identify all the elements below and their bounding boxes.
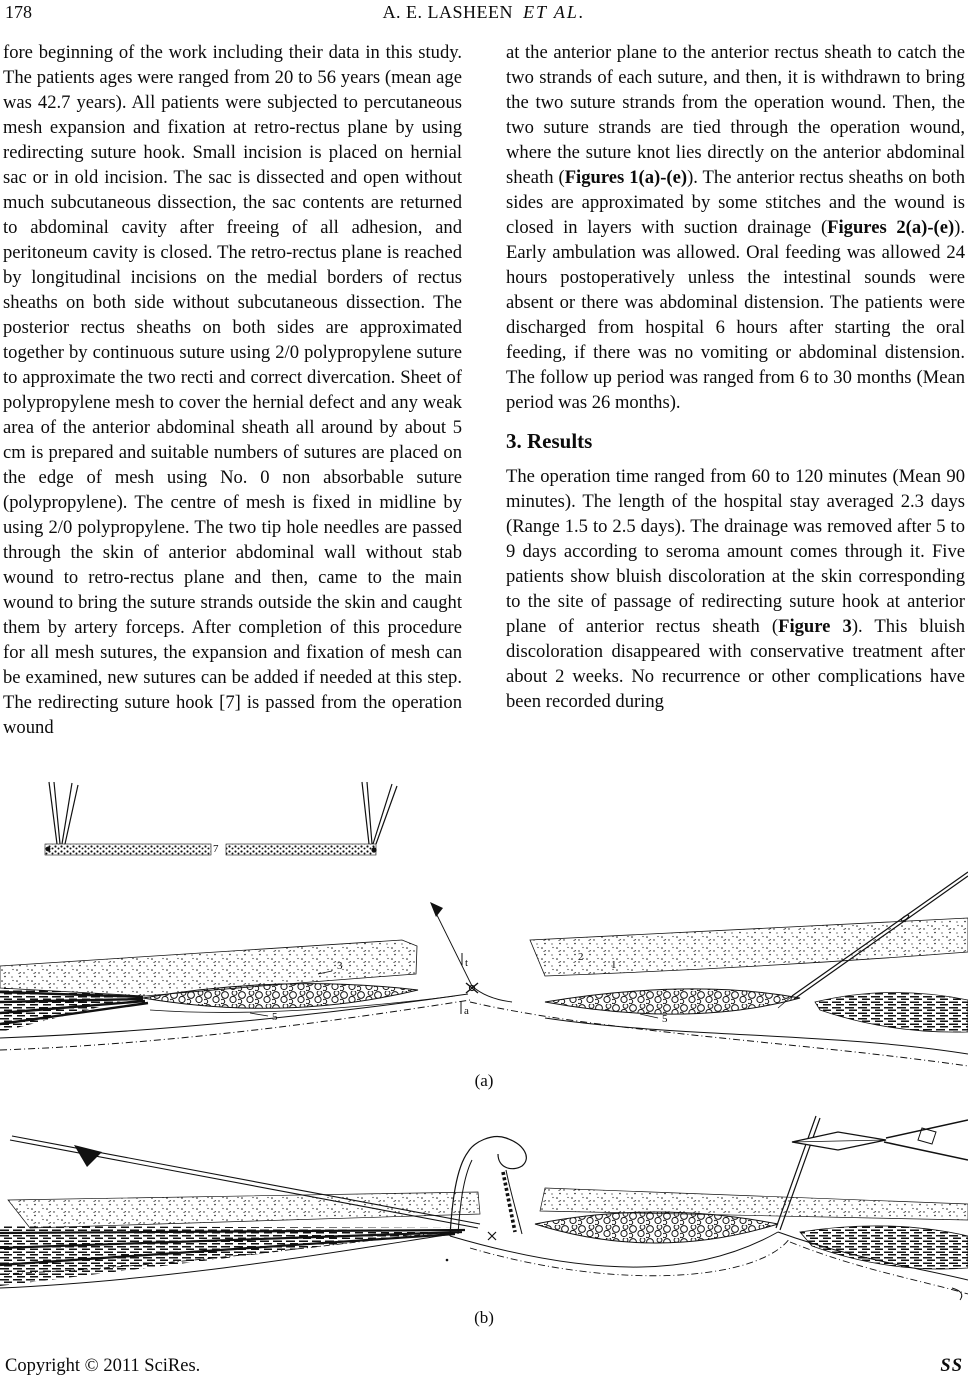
running-etal: ET AL. [523,2,586,22]
figure-b-label: (b) [474,1308,494,1327]
methods-paragraph: fore beginning of the work including their data in this study. The patients ages were ranged from 20 to 56 years (mean age was 42.7 years). All patients were subjected to percutaneous mesh expansion and fixation at retro-rectus plane by using redirecting suture hook. Small incision is placed on hernial sac or in old incision. The sac is dissected and open without much subcutaneous dissection, the sac contents are returned to abdominal cavity after freeing of all adhesion, and peritoneum cavity is closed. The retro-rectus plane is reached by longitudinal incisions on the medial borders of rectus sheaths on both side without subcutaneous dissection. The posterior rectus sheaths on both sides are approximated together by continuous suture using 2/0 polypropylene suture to approximate the two recti and correct divercation. Sheet of polypropylene mesh to cover the hernial defect and any weak area of the anterior abdominal sheath all around by about 5 cm is prepared and suitable numbers of sutures are placed on the edge of mesh using No. 0 non absorbable suture (polypropylene). The centre of mesh is fixed in midline by using 2/0 polypropylene. The two tip hole needles are passed through the skin of anterior abdominal wall without stab wound to retro-rectus plane and then, came to the main wound to bring the suture strands outside the skin and caught them by artery forceps. After completion of this procedure for all mesh sutures, the expansion and fixation of mesh can be examined, new sutures can be added if needed at this step. The redirecting suture hook [7] is passed from the operation wound [3,42,462,738]
suture-strands-right [362,782,397,844]
figure-annotation: a [464,1005,469,1017]
arrowhead [74,1145,102,1167]
left-column [3,40,462,766]
figure-annotation: 3 [337,960,343,972]
figure-a-illustration [0,770,968,1070]
section-heading-results: 3. Results [506,429,593,453]
suture-knot-and-arrow [430,902,512,1017]
figure-annotation: 2 [578,951,584,963]
results-paragraph: The operation time ranged from 60 to 120 minutes (Mean 90 minutes). The length of the hospital stay averaged 2.3 days (Range 1.5 to 2.5 days). The drainage was removed after 5 to 9 days according to seroma amount comes through it. Five patients show bluish discoloration at the skin corresponding to the site of passage of redirecting suture hook at anterior plane of anterior rectus sheath (Figure 3). This bluish discoloration disappeared with conservative treatment after about 2 weeks. No recurrence or other complications have been recorded during [506,466,965,712]
journal-code: SS [940,1356,963,1376]
mesh-sheet-with-sutures [45,782,397,855]
figure-annotation: 1 [611,959,617,971]
tissue-left [0,1192,480,1288]
figure-annotation: 5 [662,1013,668,1025]
figure-annotation: t [465,957,469,969]
figure-annotation: 5 [272,1011,278,1023]
suture-strands-left [49,782,78,844]
cross-section-left [0,940,470,1050]
copyright-text: Copyright © 2011 SciRes. [5,1356,201,1376]
body-columns [3,40,965,766]
running-head [0,2,968,23]
figure-b-illustration [0,1108,968,1304]
figure-annotation: 7 [213,843,219,855]
running-author: A. E. LASHEEN [382,2,514,22]
arrowhead [430,902,443,917]
cross-section-right [470,872,968,1066]
tissue-right [450,1188,968,1300]
page-header [0,2,968,26]
right-column [506,40,965,766]
methods-paragraph-continued: at the anterior plane to the anterior rectus sheath to catch the two strands of each suture, and then, it is withdrawn to bring the two suture strands from the operation wound. Then, the two suture strands are tied through the operation wound, where the suture knot lies directly on the anterior abdominal sheath (Figures 1(a)-(e)). The anterior rectus sheaths on both sides are approximated by some stitches and the wound is closed in layers with suction drainage (Figures 2(a)-(e)). Early ambulation was allowed. Oral feeding was allowed 24 hours postoperatively unless the intestinal sounds were absent or there was abdominal distension. The patients were discharged from hospital 6 hours after starting the oral feeding, if there was no vomiting or abdominal distension. The follow up period was ranged from 6 to 30 months (Mean period was 26 months). [506,42,965,413]
figure-a-label: (a) [474,1071,494,1090]
page-footer [5,1356,963,1382]
page-number: 178 [5,2,32,22]
figure-b-drawing [0,1108,968,1304]
needle-holder-handles [884,1120,968,1160]
figure-a-drawing [0,770,968,1070]
